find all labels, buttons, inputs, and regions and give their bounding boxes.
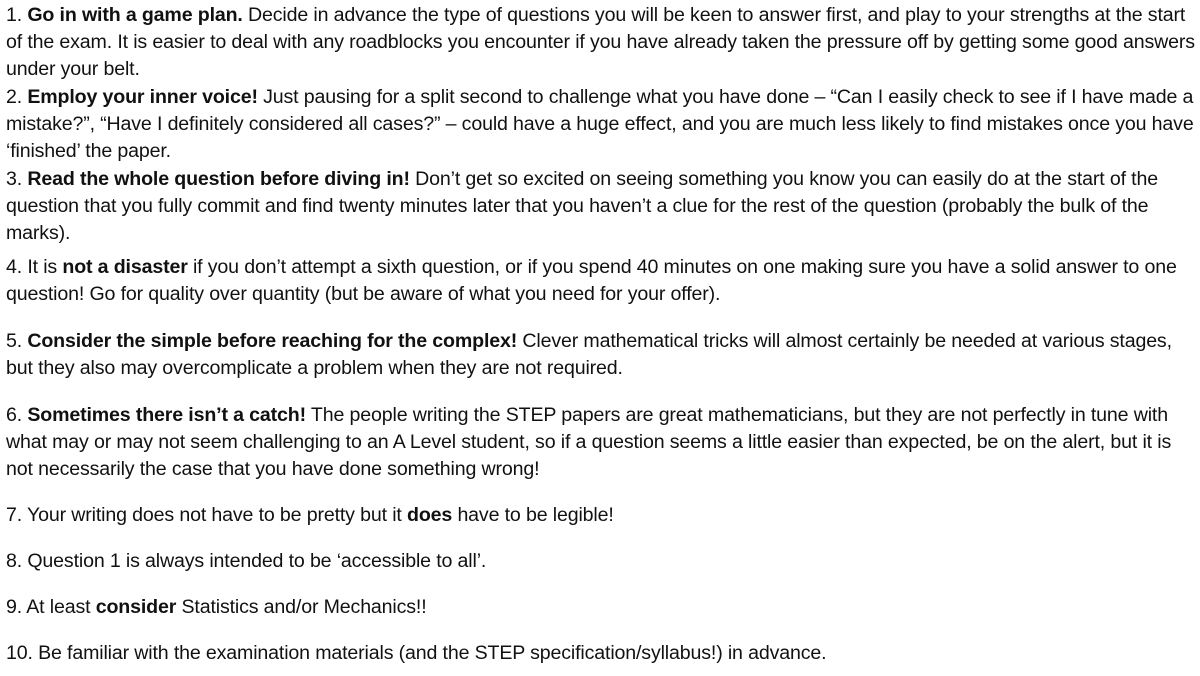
tip-bold: Employ your inner voice!	[27, 86, 258, 108]
tip-number: 3.	[6, 168, 23, 190]
tip-4	[6, 254, 1196, 308]
tip-number: 8.	[6, 550, 23, 572]
tip-text: Clever mathematical tricks will almost certainly be needed at various stages, but they also may overcomplicate a problem when they are not required.	[6, 330, 1172, 379]
tip-lead: Be familiar with the examination materials (and the STEP specification/syllabus!) in advance.	[38, 642, 827, 664]
tip-9	[6, 594, 1196, 621]
tip-lead: At least	[26, 596, 91, 618]
tip-bold: not a disaster	[62, 256, 188, 278]
tip-10	[6, 640, 1196, 667]
tip-bold: Read the whole question before diving in!	[27, 168, 410, 190]
tip-number: 2.	[6, 86, 23, 108]
tip-text: Just pausing for a split second to challenge what you have done – “Can I easily check to see if I have made a mistake?”, “Have I definitely considered all cases?” – could have a huge effect, and you are much less likely to find mistakes once you have ‘finished’ the paper.	[6, 86, 1194, 162]
tip-lead: Question 1 is always intended to be ‘accessible to all’.	[27, 550, 487, 572]
tip-number: 9.	[6, 596, 23, 618]
tip-number: 1.	[6, 4, 23, 26]
tip-number: 10.	[6, 642, 33, 664]
tip-bold: Sometimes there isn’t a catch!	[27, 404, 306, 426]
tip-number: 5.	[6, 330, 23, 352]
tip-3	[6, 166, 1196, 247]
tip-2	[6, 84, 1196, 165]
exam-tips-list	[6, 2, 1196, 667]
tip-number: 7.	[6, 504, 23, 526]
tip-bold: Consider the simple before reaching for the complex!	[27, 330, 518, 352]
tip-lead: It is	[27, 256, 58, 278]
tip-text: if you don’t attempt a sixth question, or if you spend 40 minutes on one making sure you have a solid answer to one question! Go for quality over quantity (but be aware of what you need for your offer).	[6, 256, 1177, 305]
tip-lead: Your writing does not have to be pretty but it	[27, 504, 402, 526]
tip-text: The people writing the STEP papers are great mathematicians, but they are not perfectly in tune with what may or may not seem challenging to an A Level student, so if a question seems a little easier than expected, be on the alert, but it is not necessarily the case that you have done something wrong!	[6, 404, 1172, 480]
tip-bold: does	[407, 504, 453, 526]
tip-5	[6, 328, 1196, 382]
tip-text: Statistics and/or Mechanics!!	[181, 596, 427, 618]
tip-7	[6, 502, 1196, 529]
tip-6	[6, 402, 1196, 483]
tip-text: have to be legible!	[457, 504, 614, 526]
tip-text: Decide in advance the type of questions you will be keen to answer first, and play to your strengths at the start of the exam. It is easier to deal with any roadblocks you encounter if you have already taken the pressure off by getting some good answers under your belt.	[6, 4, 1195, 80]
tip-number: 4.	[6, 256, 23, 278]
tip-number: 6.	[6, 404, 23, 426]
tip-text: Don’t get so excited on seeing something you know you can easily do at the start of the question that you fully commit and find twenty minutes later that you haven’t a clue for the rest of the question (probably the bulk of the marks).	[6, 168, 1158, 244]
tip-1	[6, 2, 1196, 83]
tip-bold: consider	[95, 596, 177, 618]
tip-bold: Go in with a game plan.	[27, 4, 243, 26]
tip-8	[6, 548, 1196, 575]
